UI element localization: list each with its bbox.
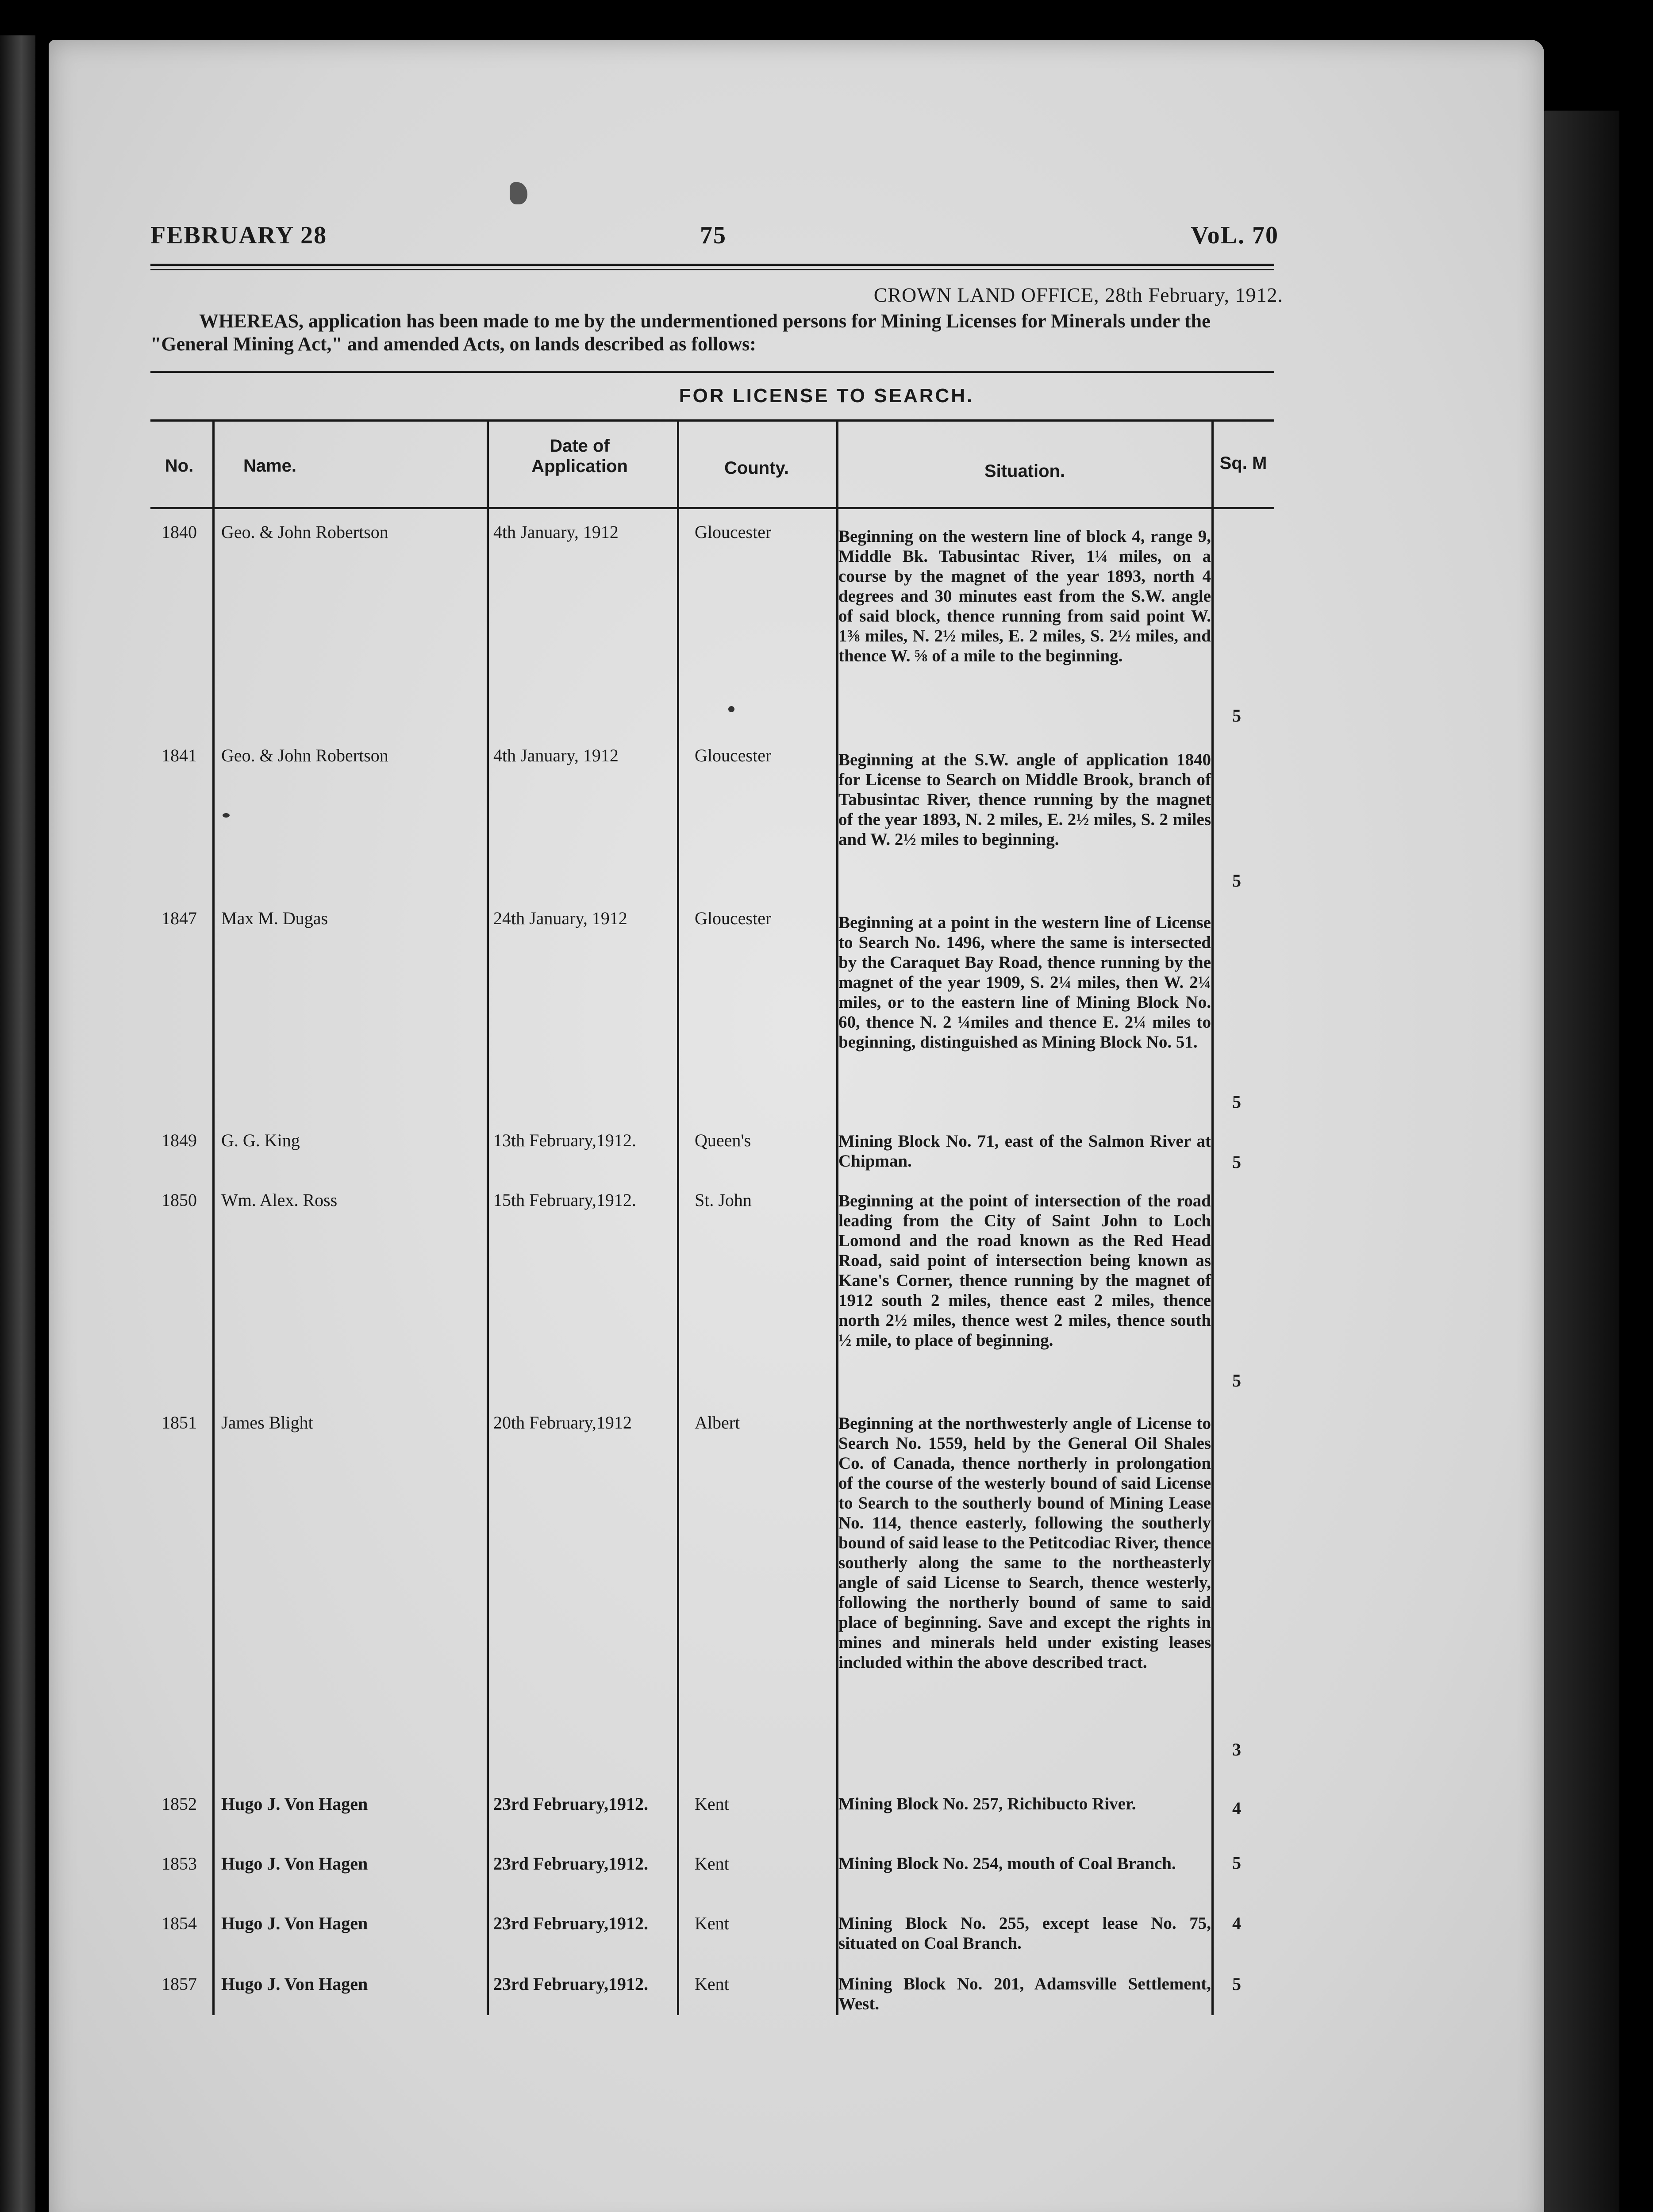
col-header-sq-miles: Sq. M [1219, 453, 1267, 473]
row-number: 1857 [161, 1974, 197, 1994]
application-date: 4th January, 1912 [493, 745, 619, 765]
application-date: 13th February,1912. [493, 1130, 636, 1150]
column-divider-2 [487, 420, 489, 2015]
applicant-name: Hugo J. Von Hagen [221, 1794, 368, 1814]
situation-description: Mining Block No. 201, Adamsville Settlement, West. [838, 1974, 1211, 2013]
col-header-situation: Situation. [984, 461, 1065, 481]
applicant-name: Geo. & John Robertson [221, 522, 388, 542]
square-miles: 5 [1232, 706, 1241, 726]
situation-description: Beginning at a point in the western line of License to Search No. 1496, where the same is intersected by the Caraquet Bay Road, thence running by the magnet of the year 1909, S. 2¼ miles, then W. 2¼ miles, or to the eastern line of Mining Block No. 60, thence N. 2 ¼miles and thence E. 2¼ miles to beginning, distinguished as Mining Block No. 51. [838, 913, 1211, 1052]
col-header-no: No. [165, 456, 194, 476]
square-miles: 5 [1232, 1152, 1241, 1172]
col-header-name: Name. [243, 456, 297, 476]
page-number: 75 [700, 222, 727, 249]
square-miles: 3 [1232, 1740, 1241, 1759]
square-miles: 5 [1232, 1974, 1241, 1994]
situation-description: Mining Block No. 255, except lease No. 75, situated on Coal Branch. [838, 1914, 1211, 1953]
county: Kent [695, 1974, 729, 1994]
row-number: 1852 [161, 1794, 197, 1814]
square-miles: 5 [1232, 1092, 1241, 1112]
col-header-date: Date of Application [531, 436, 628, 476]
ink-speck [223, 813, 230, 818]
row-number: 1850 [161, 1190, 197, 1210]
application-date: 4th January, 1912 [493, 522, 619, 542]
volume-label: VoL. 70 [1191, 222, 1279, 249]
column-divider-5 [1211, 420, 1214, 2015]
square-miles: 5 [1232, 871, 1241, 891]
applicant-name: Max M. Dugas [221, 908, 328, 928]
row-number: 1851 [161, 1413, 197, 1432]
notice-office-line: CROWN LAND OFFICE, 28th February, 1912. [873, 284, 1283, 306]
application-date: 23rd February,1912. [493, 1974, 648, 1994]
column-divider-1 [212, 420, 215, 2015]
county: Gloucester [695, 908, 772, 928]
square-miles: 5 [1232, 1371, 1241, 1390]
county: Gloucester [695, 522, 772, 542]
situation-description: Beginning on the western line of block 4, range 9, Middle Bk. Tabusintac River, 1¼ miles, on a course by the magnet of the year 1893, north 4 degrees and 30 minutes east from the S.W. angle of said block, thence running from said point W. 1⅜ miles, N. 2½ miles, E. 2 miles, S. 2½ miles, and thence W. ⅝ of a mile to the beginning. [838, 527, 1211, 665]
section-title: FOR LICENSE TO SEARCH. [679, 385, 974, 407]
county: Gloucester [695, 745, 772, 765]
notice-text: WHEREAS, application has been made to me by the undermentioned persons for Mining Licenses for Minerals under the "General Mining Act," and amended Acts, on lands described as follows: [150, 310, 1211, 355]
applicant-name: Hugo J. Von Hagen [221, 1974, 368, 1994]
situation-description: Beginning at the point of intersection of the road leading from the City of Saint John to Loch Lomond and the road known as the Red Head Road, said point of intersection being known as Kane's Corner, thence running by the magnet of 1912 south 2 miles, thence east 2 miles, thence north 2½ miles, thence west 2 miles, thence south ½ mile, to place of beginning. [838, 1191, 1211, 1350]
county: Albert [695, 1413, 740, 1432]
applicant-name: Hugo J. Von Hagen [221, 1854, 368, 1874]
square-miles: 5 [1232, 1853, 1241, 1873]
book-binding-edge [0, 35, 35, 2212]
row-number: 1847 [161, 908, 197, 928]
county: Queen's [695, 1130, 751, 1150]
situation-description: Mining Block No. 254, mouth of Coal Branch. [838, 1854, 1176, 1873]
application-date: 24th January, 1912 [493, 908, 627, 928]
square-miles: 4 [1232, 1913, 1241, 1933]
applicant-name: Geo. & John Robertson [221, 745, 388, 765]
row-number: 1853 [161, 1854, 197, 1874]
row-number: 1841 [161, 745, 197, 765]
column-divider-3 [677, 420, 679, 2015]
applicant-name: G. G. King [221, 1130, 300, 1150]
county: Kent [695, 1794, 729, 1814]
applicant-name: James Blight [221, 1413, 313, 1432]
applicant-name: Wm. Alex. Ross [221, 1190, 338, 1210]
application-date: 23rd February,1912. [493, 1913, 648, 1933]
page-shadow [1544, 111, 1619, 2212]
applicant-name: Hugo J. Von Hagen [221, 1913, 368, 1933]
county: Kent [695, 1854, 729, 1874]
row-number: 1854 [161, 1913, 197, 1933]
col-header-county: County. [724, 458, 789, 478]
table-header-rule [150, 507, 1274, 509]
square-miles: 4 [1232, 1798, 1241, 1818]
application-date: 23rd February,1912. [493, 1854, 648, 1874]
application-date: 23rd February,1912. [493, 1794, 648, 1814]
document-page [49, 40, 1544, 2212]
county: Kent [695, 1913, 729, 1933]
row-number: 1849 [161, 1130, 197, 1150]
situation-description: Beginning at the S.W. angle of application 1840 for License to Search on Middle Brook, branch of Tabusintac River, thence running by the magnet of the year 1893, N. 2 miles, E. 2½ miles, S. 2 miles and W. 2½ miles to beginning. [838, 750, 1211, 849]
situation-description: Mining Block No. 257, Richibucto River. [838, 1794, 1136, 1813]
county: St. John [695, 1190, 752, 1210]
section-top-rule [150, 371, 1274, 373]
situation-description: Beginning at the northwesterly angle of License to Search No. 1559, held by the General Oil Shales Co. of Canada, thence northerly in prolongation of the course of the westerly bound of said License to Search to the southerly bound of Mining Lease No. 114, thence easterly, following the southerly bound of said lease to the Petitcodiac River, thence southerly along the same to the northeasterly angle of said License to Search, thence westerly, following the northerly bound of same to said place of beginning. Save and except the rights in mines and minerals held under existing leases included within the above described tract. [838, 1414, 1211, 1672]
ink-speck [728, 706, 734, 712]
application-date: 15th February,1912. [493, 1190, 636, 1210]
header-rule-secondary [150, 269, 1274, 270]
application-date: 20th February,1912 [493, 1413, 632, 1432]
ink-blot [510, 182, 527, 204]
header-rule [150, 264, 1274, 266]
situation-description: Mining Block No. 71, east of the Salmon River at Chipman. [838, 1132, 1211, 1171]
header-date: FEBRUARY 28 [150, 222, 327, 249]
table-top-rule [150, 419, 1274, 422]
row-number: 1840 [161, 522, 197, 542]
